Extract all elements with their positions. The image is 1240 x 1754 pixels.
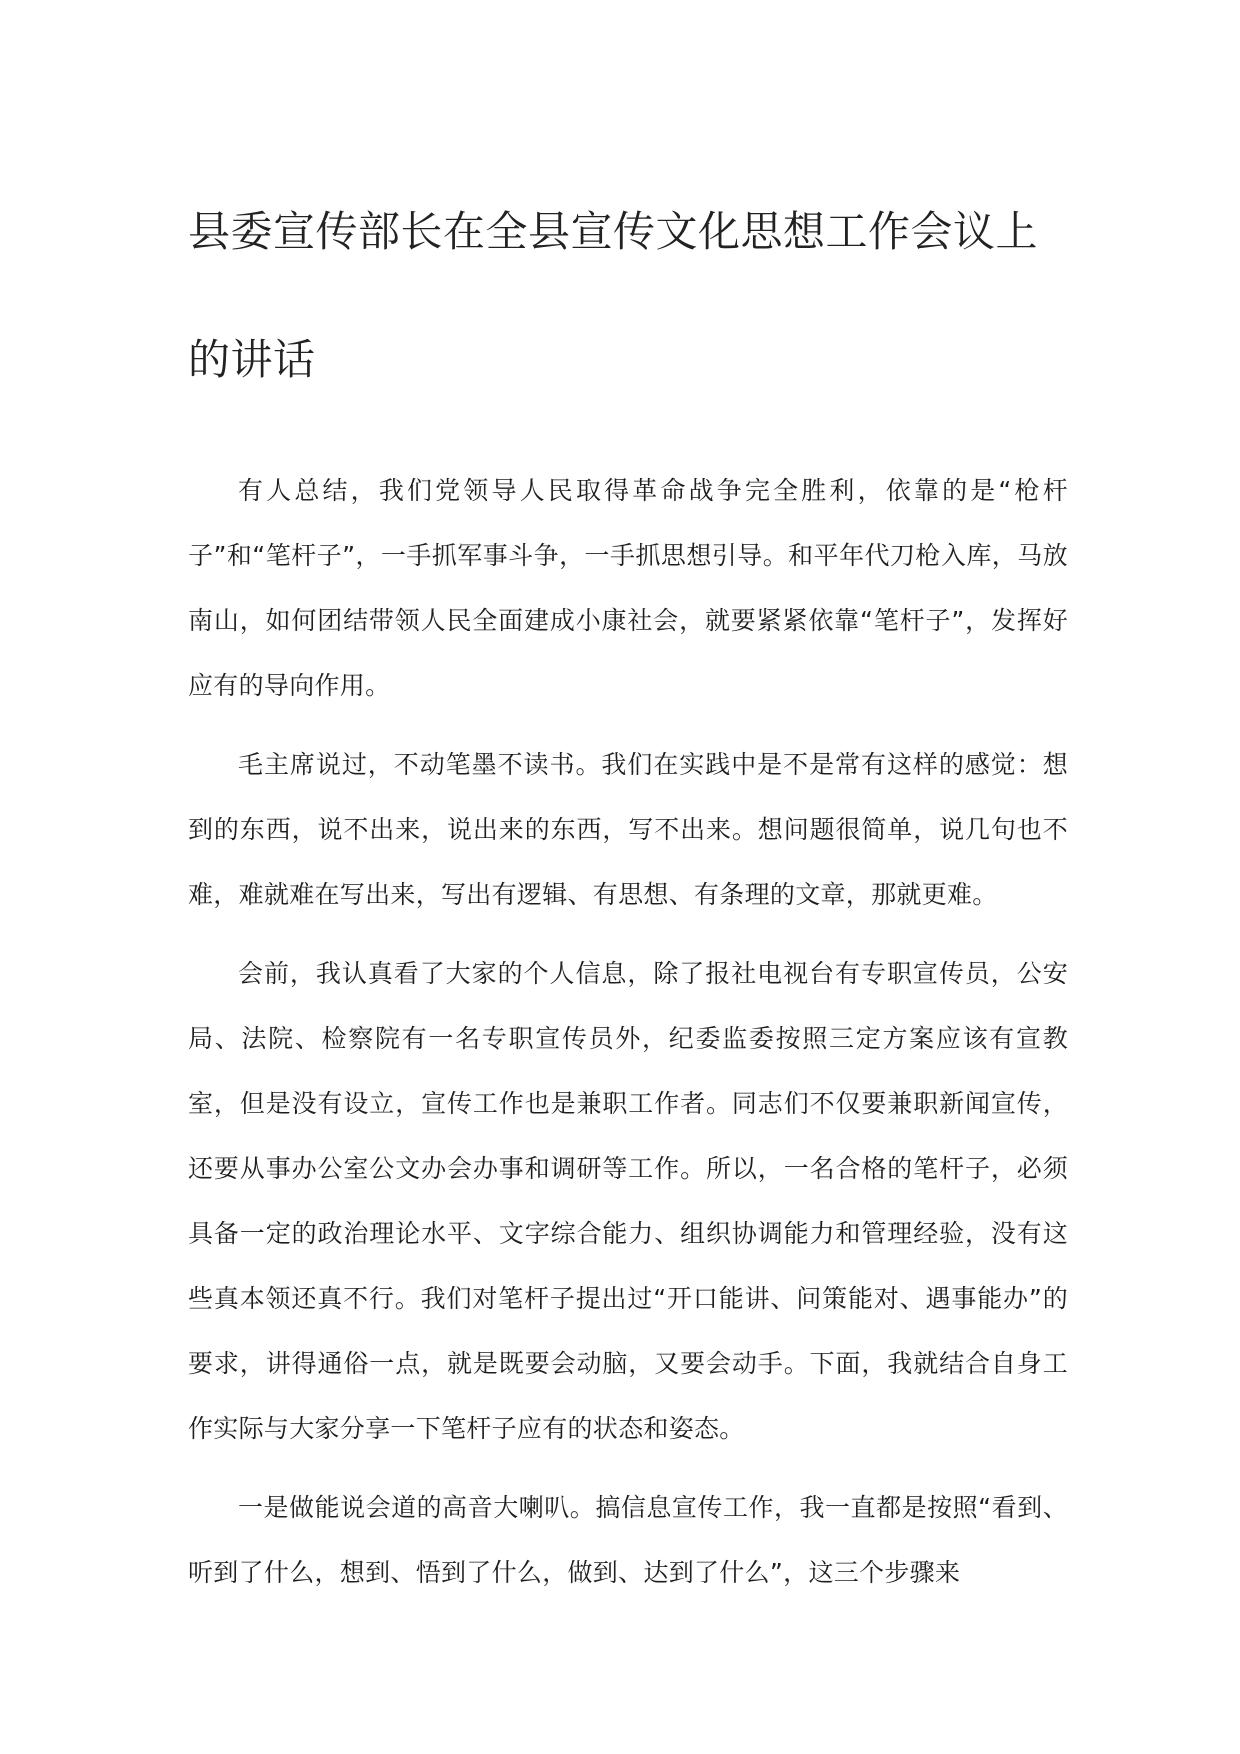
- paragraph: 会前，我认真看了大家的个人信息，除了报社电视台有专职宣传员，公安局、法院、检察院有一名专职宣传员外，纪委监委按照三定方案应该有宣教室，但是没有设立，宣传工作也是兼职工作者。同志们不仅要兼职新闻宣传，还要从事办公室公文办会办事和调研等工作。所以，一名合格的笔杆子，必须具备一定的政治理论水平、文字综合能力、组织协调能力和管理经验，没有这些真本领还真不行。我们对笔杆子提出过“开口能讲、问策能对、遇事能办”的要求，讲得通俗一点，就是既要会动脑，又要会动手。下面，我就结合自身工作实际与大家分享一下笔杆子应有的状态和姿态。: [188, 959, 1068, 1443]
- document-title: 县委宣传部长在全县宣传文化思想工作会议上的讲话: [188, 207, 1039, 384]
- document-body: [188, 458, 1068, 1605]
- paragraph: 毛主席说过，不动笔墨不读书。我们在实践中是不是常有这样的感觉：想到的东西，说不出来，说出来的东西，写不出来。想问题很简单，说几句也不难，难就难在写出来，写出有逻辑、有思想、有条理的文章，那就更难。: [188, 750, 1068, 909]
- paragraph: 有人总结，我们党领导人民取得革命战争完全胜利，依靠的是“枪杆子”和“笔杆子”，一手抓军事斗争，一手抓思想引导。和平年代刀枪入库，马放南山，如何团结带领人民全面建成小康社会，就要紧紧依靠“笔杆子”，发挥好应有的导向作用。: [188, 476, 1068, 700]
- paragraph: 一是做能说会道的高音大喇叭。搞信息宣传工作，我一直都是按照“看到、听到了什么，想到、悟到了什么，做到、达到了什么”，这三个步骤来: [188, 1493, 1068, 1587]
- document-content: [188, 168, 1068, 1619]
